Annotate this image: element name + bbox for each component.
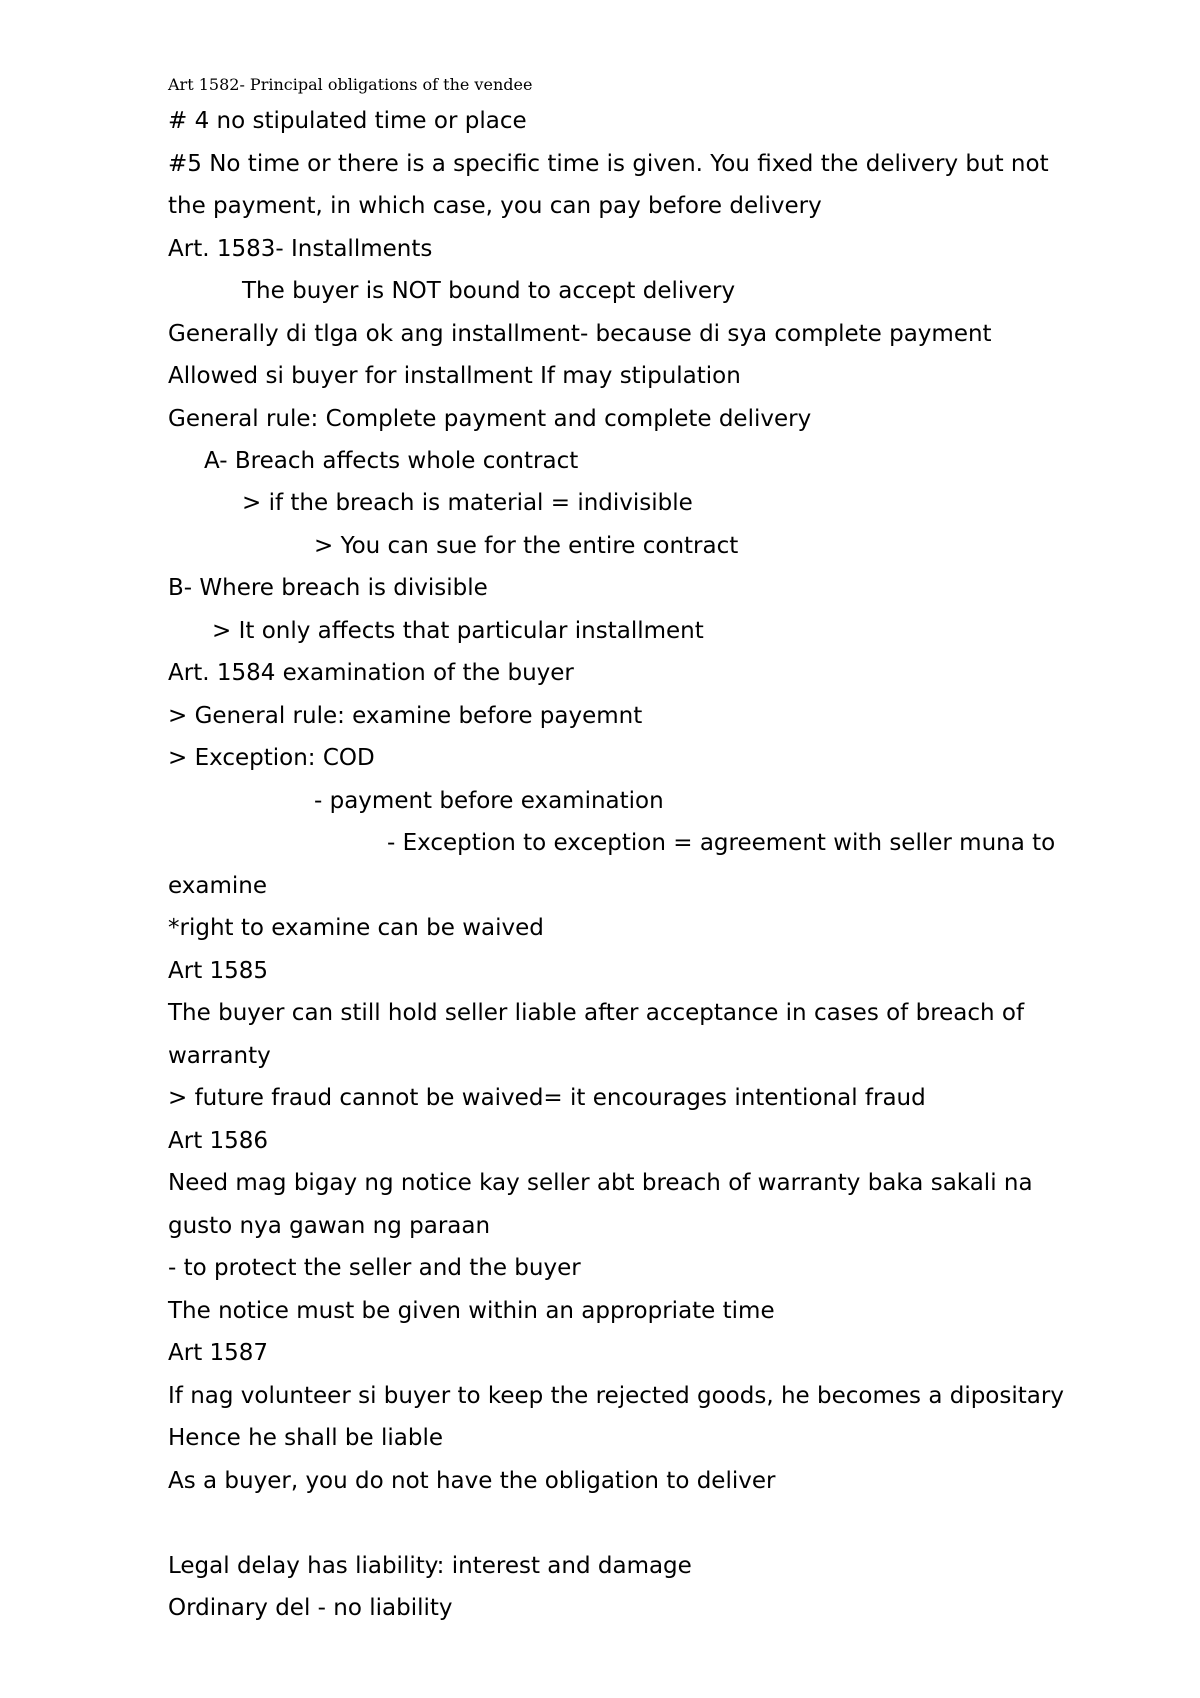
text-line: Hence he shall be liable bbox=[168, 1425, 443, 1451]
text-line: > if the breach is material = indivisible bbox=[242, 490, 693, 516]
text-line: > It only affects that particular installment bbox=[212, 618, 704, 644]
text-line: Legal delay has liability: interest and damage bbox=[168, 1553, 692, 1579]
text-line: *right to examine can be waived bbox=[168, 915, 544, 941]
text-line: - Exception to exception = agreement with seller muna to bbox=[387, 830, 1056, 856]
text-line: - to protect the seller and the buyer bbox=[168, 1255, 581, 1281]
text-line: Art 1587 bbox=[168, 1340, 269, 1366]
text-line: warranty bbox=[168, 1043, 271, 1069]
text-line: gusto nya gawan ng paraan bbox=[168, 1213, 491, 1239]
text-line: Generally di tlga ok ang installment- because di sya complete payment bbox=[168, 321, 992, 347]
text-line: > future fraud cannot be waived= it encourages intentional fraud bbox=[168, 1085, 926, 1111]
text-line: the payment, in which case, you can pay before delivery bbox=[168, 193, 822, 219]
text-line: A- Breach affects whole contract bbox=[204, 448, 579, 474]
text-line: The buyer can still hold seller liable after acceptance in cases of breach of bbox=[168, 1000, 1025, 1026]
text-line: B- Where breach is divisible bbox=[168, 575, 488, 601]
text-line: As a buyer, you do not have the obligation to deliver bbox=[168, 1468, 776, 1494]
text-line: Art. 1583- Installments bbox=[168, 236, 433, 262]
text-line: Ordinary del - no liability bbox=[168, 1595, 453, 1621]
text-line: #5 No time or there is a specific time is given. You fixed the delivery but not bbox=[168, 151, 1049, 177]
text-line: General rule: Complete payment and complete delivery bbox=[168, 406, 812, 432]
text-line: Allowed si buyer for installment If may stipulation bbox=[168, 363, 741, 389]
text-line: examine bbox=[168, 873, 267, 899]
text-line: Art 1585 bbox=[168, 958, 269, 984]
text-line: The buyer is NOT bound to accept delivery bbox=[242, 278, 736, 304]
text-line: The notice must be given within an appropriate time bbox=[168, 1298, 775, 1324]
text-line: Art. 1584 examination of the buyer bbox=[168, 660, 574, 686]
text-line: > Exception: COD bbox=[168, 745, 375, 771]
text-line: Need mag bigay ng notice kay seller abt breach of warranty baka sakali na bbox=[168, 1170, 1033, 1196]
text-line: > You can sue for the entire contract bbox=[314, 533, 739, 559]
text-line: > General rule: examine before payemnt bbox=[168, 703, 643, 729]
text-line: - payment before examination bbox=[314, 788, 664, 814]
document-header: Art 1582- Principal obligations of the vendee bbox=[168, 75, 533, 94]
text-line: # 4 no stipulated time or place bbox=[168, 108, 527, 134]
text-line: Art 1586 bbox=[168, 1128, 269, 1154]
text-line: If nag volunteer si buyer to keep the rejected goods, he becomes a dipositary bbox=[168, 1383, 1064, 1409]
